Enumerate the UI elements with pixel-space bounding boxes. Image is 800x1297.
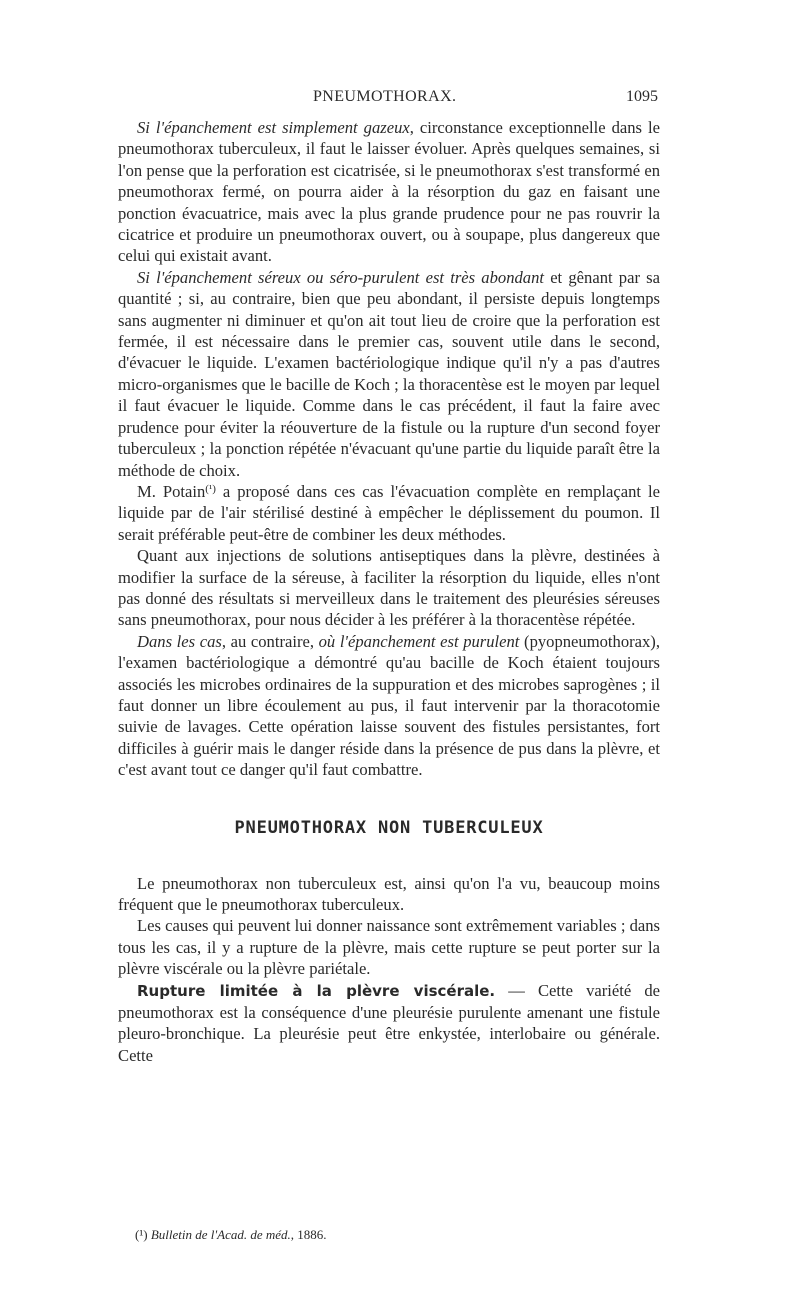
paragraph-text: , au contraire, <box>221 631 319 651</box>
run-in-heading: Rupture limitée à la plèvre viscérale. <box>137 981 496 1000</box>
paragraph-text: (pyopneumothorax), l'examen bactériologique a démontré qu'au bacille de Koch étaient toujours associés les microbes ordinaires de la suppuration et des microbes saprogènes ; il faut donner un libre écoulement au pus, il faut intervenir par la thoracotomie suivie de lavages. Cette opération laisse souvent des fistules persistantes, fort difficiles à guérir mais le danger réside dans la présence de pus dans la plèvre, et c'est avant tout ce danger qu'il faut combattre. <box>118 631 660 780</box>
italic-lead: Si l'épanchement séreux ou séro-purulent est très abondant <box>137 267 544 287</box>
section-heading: PNEUMOTHORAX NON TUBERCULEUX <box>234 817 544 838</box>
paragraph-text: et gênant par sa quantité ; si, au contraire, bien que peu abondant, il persiste depuis longtemps sans augmenter ni diminuer et qu'on ait tout lieu de croire que la perforation est fermée, il est nécessaire dans le premier cas, souvent utile dans le second, d'évacuer le liquide. L'examen bactériologique indique qu'il n'y a pas d'autres micro-organismes que le bacille de Koch ; la thoracentèse est le moyen par lequel il faut évacuer le liquide. Comme dans le cas précédent, il faut la faire avec prudence pour éviter la réouverture de la fistule ou la rupture d'un second foyer tuberculeux ; la ponction répétée n'évacuant qu'une partie du liquide paraît être la méthode de choix. <box>118 267 661 480</box>
italic-lead: Si l'épanchement est simplement gazeux <box>137 118 410 137</box>
paragraph-gaseous-effusion <box>118 117 660 267</box>
italic-lead: Dans les cas <box>137 631 222 651</box>
paragraph-purulent-effusion <box>118 631 660 781</box>
paragraph-visceral-rupture <box>118 980 660 1067</box>
paragraph-causes: Les causes qui peuvent lui donner naissance sont extrêmement variables ; dans tous les cas, il y a rupture de la plèvre, mais cette rupture se peut porter sur la plèvre viscérale ou la plèvre pariétale. <box>118 916 661 979</box>
paragraph-potain-method <box>118 481 660 545</box>
paragraph-text: , circonstance exceptionnelle dans le pneumothorax tuberculeux, il faut le laisser évoluer. Après quelques semaines, si l'on pense que la perforation est cicatrisée, si le pneumothorax s'est transformé en pneumothorax fermé, on pourra aider à la résorption du gaz en faisant une ponction évacuatrice, mais avec la plus grande prudence pour ne pas rouvrir la cicatrice et produire un pneumothorax ouvert, ou à soupape, plus dangereux que celui qui existait avant. <box>118 118 661 266</box>
page-number: 1095 <box>626 88 658 105</box>
body-text <box>118 117 660 1066</box>
paragraph-start: M. Potain <box>137 481 206 501</box>
paragraph-text: a proposé dans ces cas l'évacuation complète en remplaçant le liquide par de l'air stérilisé destiné à empêcher le déplissement du poumon. Il serait préférable peut-être de combiner les deux méthodes. <box>118 481 660 544</box>
paragraph-non-tuberculous-intro: Le pneumothorax non tuberculeux est, ainsi qu'on l'a vu, beaucoup moins fréquent que le pneumothorax tuberculeux. <box>118 873 660 914</box>
paragraph-antiseptic-injections: Quant aux injections de solutions antiseptiques dans la plèvre, destinées à modifier la surface de la séreuse, à faciliter la résorption du liquide, elles n'ont pas donné des résultats si merveilleux dans le traitement des pleurésies séreuses sans pneumothorax, pour nous décider à les préférer à la thoracentèse répétée. <box>118 546 660 630</box>
footnote <box>135 1227 327 1243</box>
paragraph-serous-effusion <box>118 267 660 481</box>
italic-lead: où l'épanchement est purulent <box>318 631 520 651</box>
running-title: PNEUMOTHORAX. <box>313 88 457 105</box>
paragraph-text: — Cette variété de pneumothorax est la conséquence d'une pleurésie purulente amenant une fistule pleuro-bronchique. La pleurésie peut être enkystée, interlobaire ou générale. Cette <box>118 980 660 1065</box>
footnote-reference: (¹) <box>205 482 216 495</box>
running-head <box>118 88 658 112</box>
footnote-year: , 1886. <box>290 1227 327 1242</box>
footnote-marker: (¹) <box>135 1227 148 1242</box>
footnote-source: Bulletin de l'Acad. de méd. <box>150 1227 291 1242</box>
